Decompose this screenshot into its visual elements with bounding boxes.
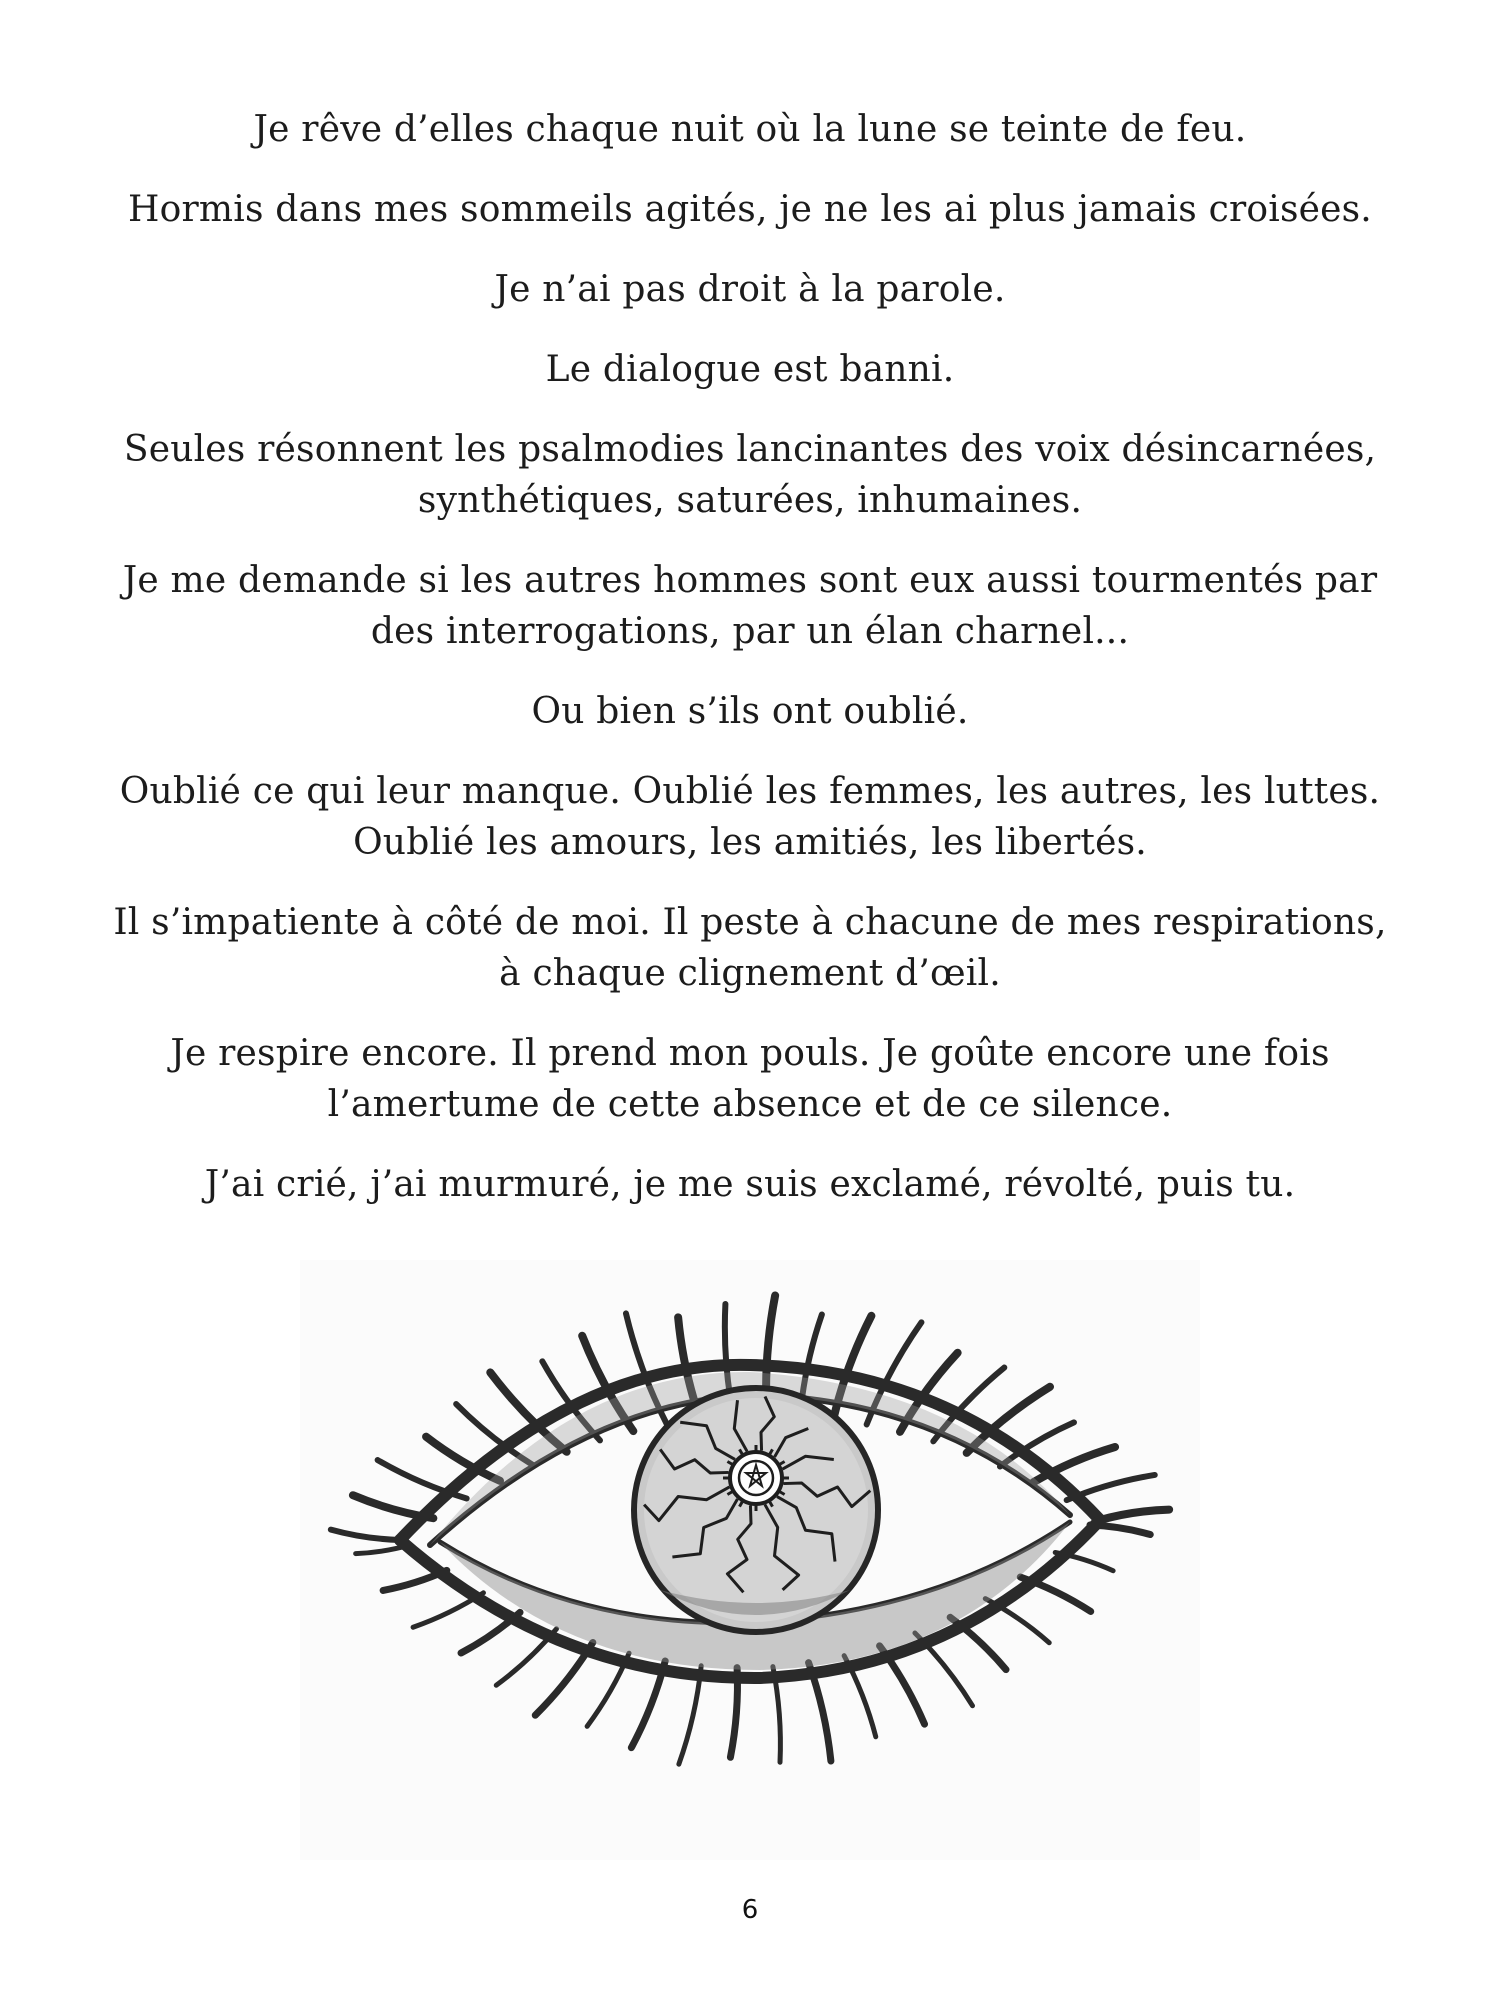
eye-drawing bbox=[300, 1260, 1200, 1860]
paragraph-1 bbox=[90, 104, 1410, 155]
paragraph-6 bbox=[90, 555, 1410, 657]
text-line: synthétiques, saturées, inhumaines. bbox=[417, 480, 1083, 521]
paragraph-10 bbox=[90, 1028, 1410, 1130]
text-line: Il s’impatiente à côté de moi. Il peste à chacune de mes respirations, bbox=[113, 902, 1387, 943]
text-line: Hormis dans mes sommeils agités, je ne les ai plus jamais croisées. bbox=[128, 189, 1372, 230]
text-line: Je respire encore. Il prend mon pouls. Je goûte encore une fois bbox=[170, 1033, 1330, 1074]
page-number: 6 bbox=[741, 1895, 759, 1925]
text-line: Le dialogue est banni. bbox=[545, 349, 955, 390]
text-line: des interrogations, par un élan charnel... bbox=[370, 611, 1130, 652]
text-line: Ou bien s’ils ont oublié. bbox=[531, 691, 969, 732]
paragraph-4 bbox=[90, 344, 1410, 395]
paragraph-2 bbox=[90, 184, 1410, 235]
text-line: J’ai crié, j’ai murmuré, je me suis exclamé, révolté, puis tu. bbox=[204, 1164, 1296, 1205]
text-line: l’amertume de cette absence et de ce silence. bbox=[327, 1084, 1173, 1125]
paragraph-7 bbox=[90, 686, 1410, 737]
poem-text bbox=[90, 104, 1410, 1239]
text-line: Je rêve d’elles chaque nuit où la lune se teinte de feu. bbox=[253, 109, 1247, 150]
text-line: Oublié ce qui leur manque. Oublié les femmes, les autres, les luttes. bbox=[119, 771, 1381, 812]
paragraph-5 bbox=[90, 424, 1410, 526]
paragraph-8 bbox=[90, 766, 1410, 868]
text-line: Oublié les amours, les amitiés, les libertés. bbox=[353, 822, 1147, 863]
text-line: Seules résonnent les psalmodies lancinantes des voix désincarnées, bbox=[123, 429, 1377, 470]
text-line: Je me demande si les autres hommes sont eux aussi tourmentés par bbox=[122, 560, 1378, 601]
paragraph-11 bbox=[90, 1159, 1410, 1210]
text-line: à chaque clignement d’œil. bbox=[499, 953, 1001, 994]
text-line: Je n’ai pas droit à la parole. bbox=[494, 269, 1006, 310]
paragraph-9 bbox=[90, 897, 1410, 999]
eye-illustration bbox=[300, 1260, 1200, 1860]
paragraph-3 bbox=[90, 264, 1410, 315]
